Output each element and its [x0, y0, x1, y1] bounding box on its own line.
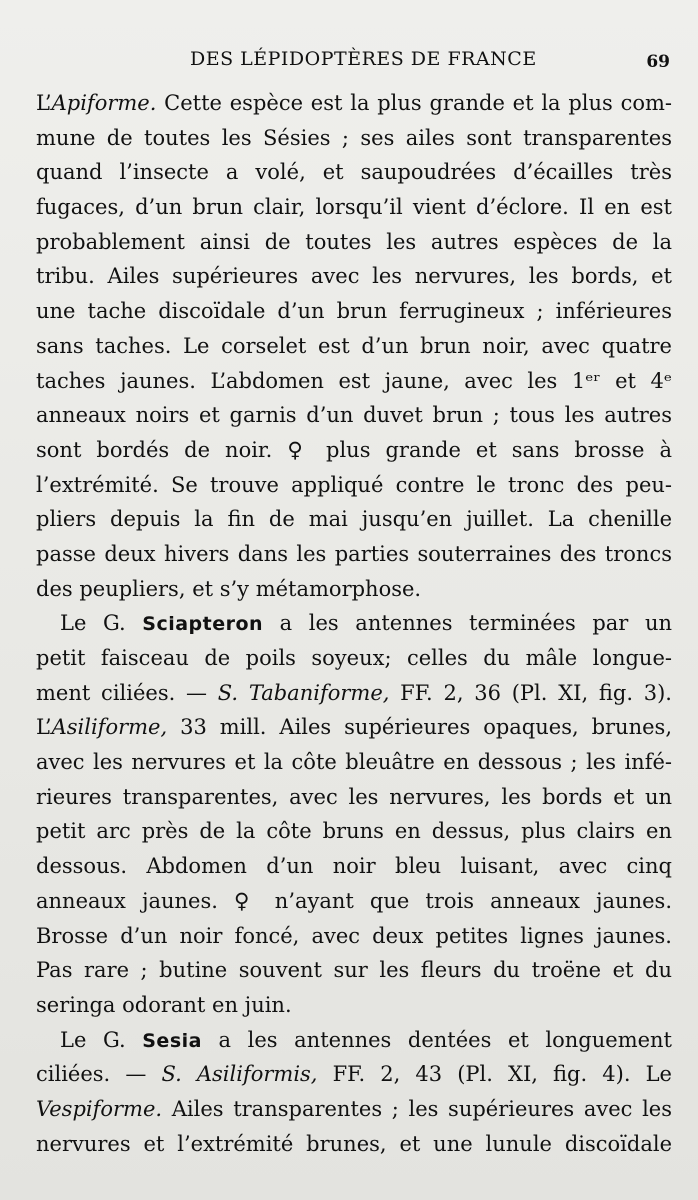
text-line: dessous. Abdomen d’un noir bleu luisant, avec cinq: [36, 854, 672, 879]
running-title: DES LÉPIDOPTÈRES DE FRANCE: [190, 48, 537, 70]
text-line: mune de toutes les Sésies ; ses ailes sont transparentes: [36, 125, 672, 150]
text-line: L’Asiliforme, 33 mill. Ailes supérieures opaques, brunes,: [36, 715, 672, 740]
text-line: L’Apiforme. Cette espèce est la plus grande et la plus com-: [36, 91, 672, 115]
body-text: [36, 86, 672, 1161]
text-line: ciliées. — S. Asiliformis, FF. 2, 43 (Pl. XI, fig. 4). Le: [36, 1062, 672, 1087]
text-line: nervures et l’extrémité brunes, et une lunule discoïdale: [36, 1131, 672, 1156]
text-line: taches jaunes. L’abdomen est jaune, avec les 1ᵉʳ et 4ᵉ: [36, 368, 672, 393]
text-line: Brosse d’un noir foncé, avec deux petites lignes jaunes.: [36, 923, 672, 948]
genus-name: Sciapteron: [142, 613, 264, 636]
text-line: Pas rare ; butine souvent sur les fleurs du troëne et du: [36, 958, 672, 983]
text-line: probablement ainsi de toutes les autres espèces de la: [36, 229, 672, 254]
text-line: une tache discoïdale d’un brun ferrugineux ; inférieures: [36, 299, 672, 324]
text-line: sans taches. Le corselet est d’un brun noir, avec quatre: [36, 333, 672, 358]
text-line: petit faisceau de poils soyeux; celles du mâle longue-: [36, 646, 672, 670]
text-line: seringa odorant en juin.: [36, 992, 292, 1017]
text-line: anneaux noirs et garnis d’un duvet brun ; tous les autres: [36, 403, 672, 428]
text-line: pliers depuis la fin de mai jusqu’en juillet. La chenille: [36, 507, 672, 532]
text-line: Le G. Sciapteron a les antennes terminées par un: [60, 611, 672, 636]
text-line: ment ciliées. — S. Tabaniforme, FF. 2, 36 (Pl. XI, fig. 3).: [36, 680, 672, 705]
text-line: tribu. Ailes supérieures avec les nervures, les bords, et: [36, 264, 672, 289]
page-header: [0, 48, 698, 78]
text-line: l’extrémité. Se trouve appliqué contre le tronc des peu-: [36, 472, 672, 497]
text-line: quand l’insecte a volé, et saupoudrées d’écailles très: [36, 160, 672, 185]
text-line: petit arc près de la côte bruns en dessus, plus clairs en: [36, 819, 672, 844]
page-number: 69: [646, 52, 670, 72]
text-line: passe deux hivers dans les parties souterraines des troncs: [36, 541, 672, 566]
text-line: des peupliers, et s’y métamorphose.: [36, 576, 422, 601]
text-line: Le G. Sesia a les antennes dentées et longuement: [60, 1027, 672, 1052]
text-line: rieures transparentes, avec les nervures, les bords et un: [36, 784, 672, 809]
text-line: sont bordés de noir. ♀ plus grande et sans brosse à: [36, 437, 672, 462]
text-line: anneaux jaunes. ♀ n’ayant que trois anneaux jaunes.: [36, 888, 672, 913]
genus-name: Sesia: [142, 1029, 202, 1052]
text-line: Vespiforme. Ailes transparentes ; les supérieures avec les: [36, 1096, 672, 1121]
text-line: fugaces, d’un brun clair, lorsqu’il vient d’éclore. Il en est: [36, 195, 672, 220]
text-line: avec les nervures et la côte bleuâtre en dessous ; les infé-: [36, 750, 672, 775]
